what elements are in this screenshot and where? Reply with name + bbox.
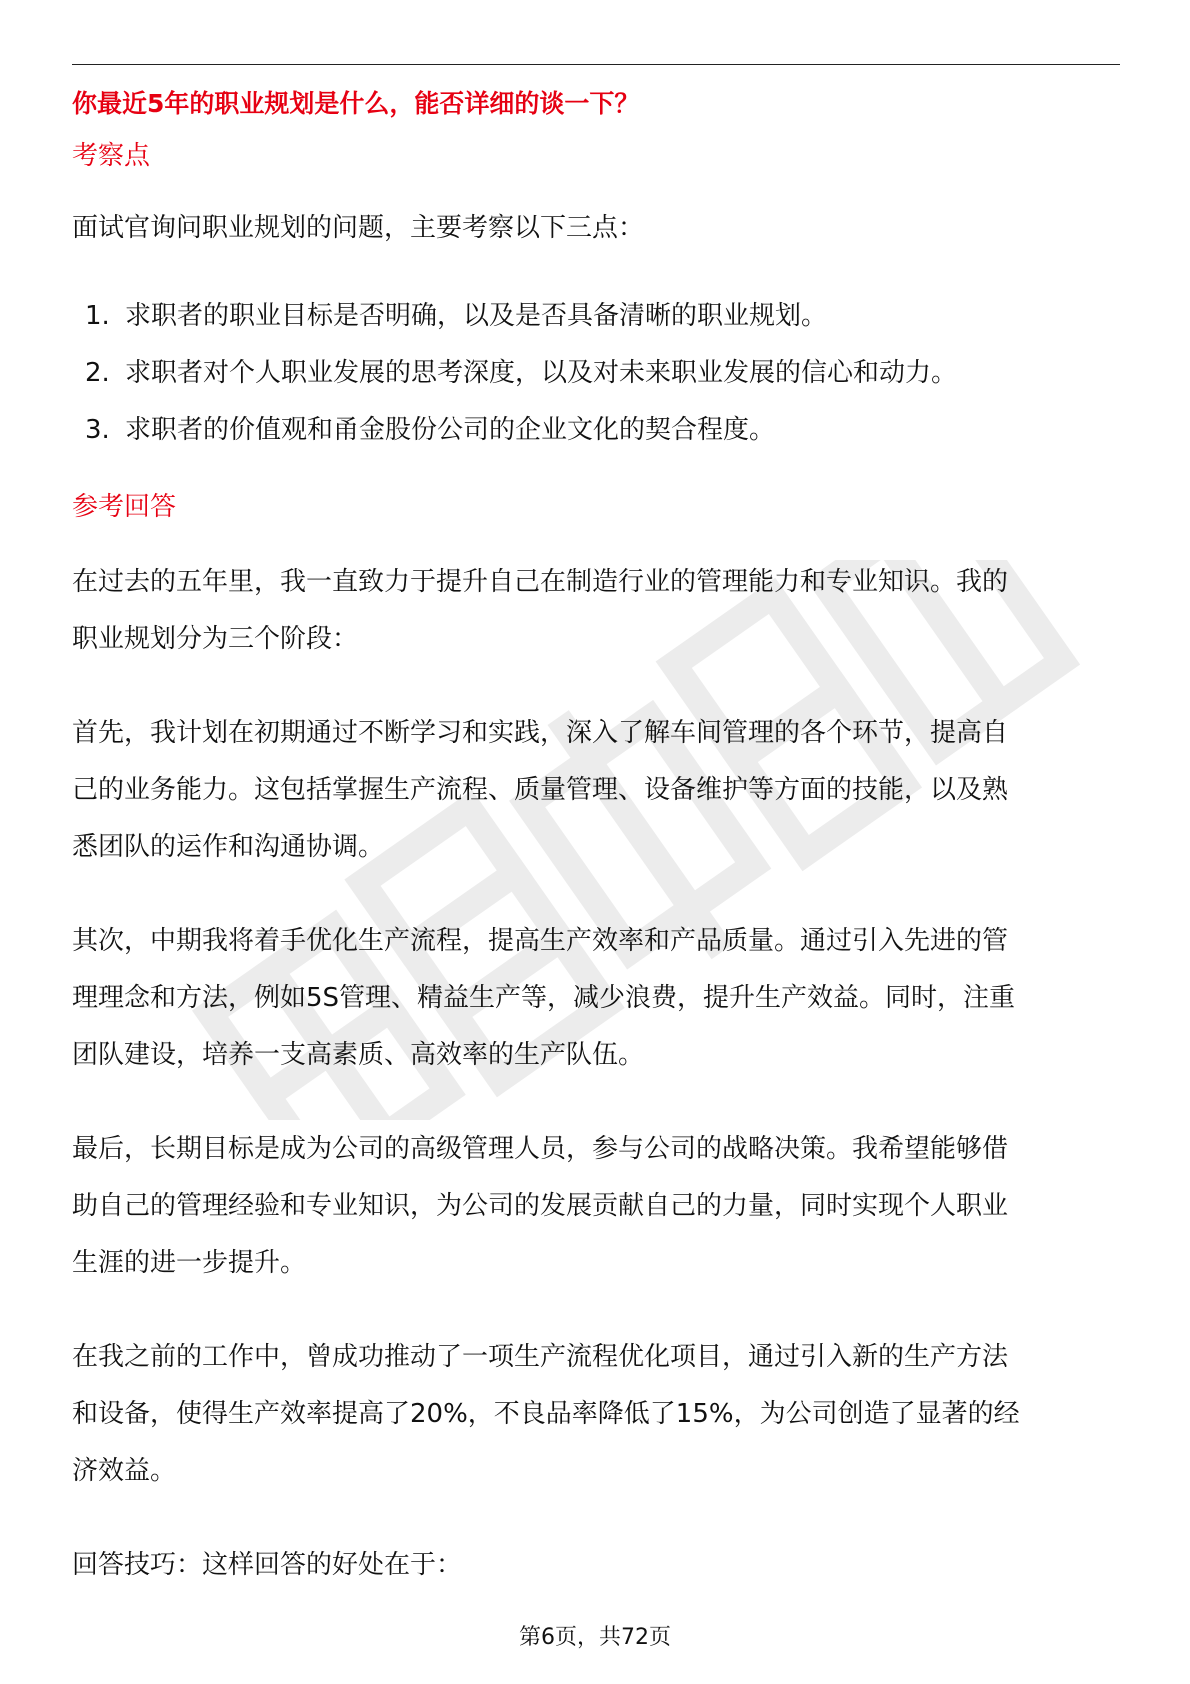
answer-paragraph-first-stage (72, 705, 1120, 876)
text-line: 职业规划分为三个阶段： (72, 624, 359, 655)
text-line: 回答技巧：这样回答的好处在于： (72, 1550, 463, 1581)
answer-paragraph-overview (72, 554, 1120, 668)
answer-paragraph-achievement (72, 1329, 1120, 1500)
list-item (72, 288, 1120, 345)
top-divider (72, 64, 1120, 65)
text-line: 其次，中期我将着手优化生产流程，提高生产效率和产品质量。通过引入先进的管 (72, 926, 1009, 957)
answer-paragraph-third-stage (72, 1121, 1120, 1292)
text-line: 生涯的进一步提升。 (72, 1248, 307, 1279)
text-line: 首先，我计划在初期通过不断学习和实践，深入了解车间管理的各个环节，提高自 (72, 718, 1009, 749)
question-title: 你最近5年的职业规划是什么，能否详细的谈一下？ (72, 89, 640, 118)
list-item (72, 345, 1120, 402)
list-item-text: 求职者的职业目标是否明确，以及是否具备清晰的职业规划。 (125, 301, 828, 332)
answer-tips-line (72, 1537, 1120, 1594)
list-item-number: 3. (85, 415, 110, 446)
list-item-number: 1. (85, 301, 110, 332)
page-footer: 第6页，共72页 (519, 1625, 671, 1650)
list-item (72, 402, 1120, 459)
text-line: 和设备，使得生产效率提高了20%，不良品率降低了15%，为公司创造了显著的经 (72, 1399, 1020, 1430)
answer-paragraph-second-stage (72, 913, 1120, 1084)
text-line: 济效益。 (72, 1456, 177, 1487)
text-line: 在过去的五年里，我一直致力于提升自己在制造行业的管理能力和专业知识。我的 (72, 567, 1009, 598)
text-line: 悉团队的运作和沟通协调。 (72, 832, 385, 863)
text-line: 团队建设，培养一支高素质、高效率的生产队伍。 (72, 1040, 645, 1071)
heading-answer: 参考回答 (72, 492, 177, 523)
text-line: 己的业务能力。这包括掌握生产流程、质量管理、设备维护等方面的技能，以及熟 (72, 775, 1009, 806)
text-line: 在我之前的工作中，曾成功推动了一项生产流程优化项目，通过引入新的生产方法 (72, 1342, 1009, 1373)
heading-focus: 考察点 (72, 140, 151, 171)
document-body (72, 80, 1120, 1594)
list-item-text: 求职者的价值观和甬金股份公司的企业文化的契合程度。 (125, 415, 776, 446)
focus-list (72, 288, 1120, 459)
text-line: 理理念和方法，例如5S管理、精益生产等，减少浪费，提升生产效益。同时，注重 (72, 983, 1016, 1014)
text-line: 最后，长期目标是成为公司的高级管理人员，参与公司的战略决策。我希望能够借 (72, 1134, 1009, 1165)
intro-paragraph: 面试官询问职业规划的问题，主要考察以下三点： (72, 213, 645, 244)
list-item-number: 2. (85, 358, 110, 389)
list-item-text: 求职者对个人职业发展的思考深度，以及对未来职业发展的信心和动力。 (125, 358, 958, 389)
text-line: 助自己的管理经验和专业知识，为公司的发展贡献自己的力量，同时实现个人职业 (72, 1191, 1009, 1222)
